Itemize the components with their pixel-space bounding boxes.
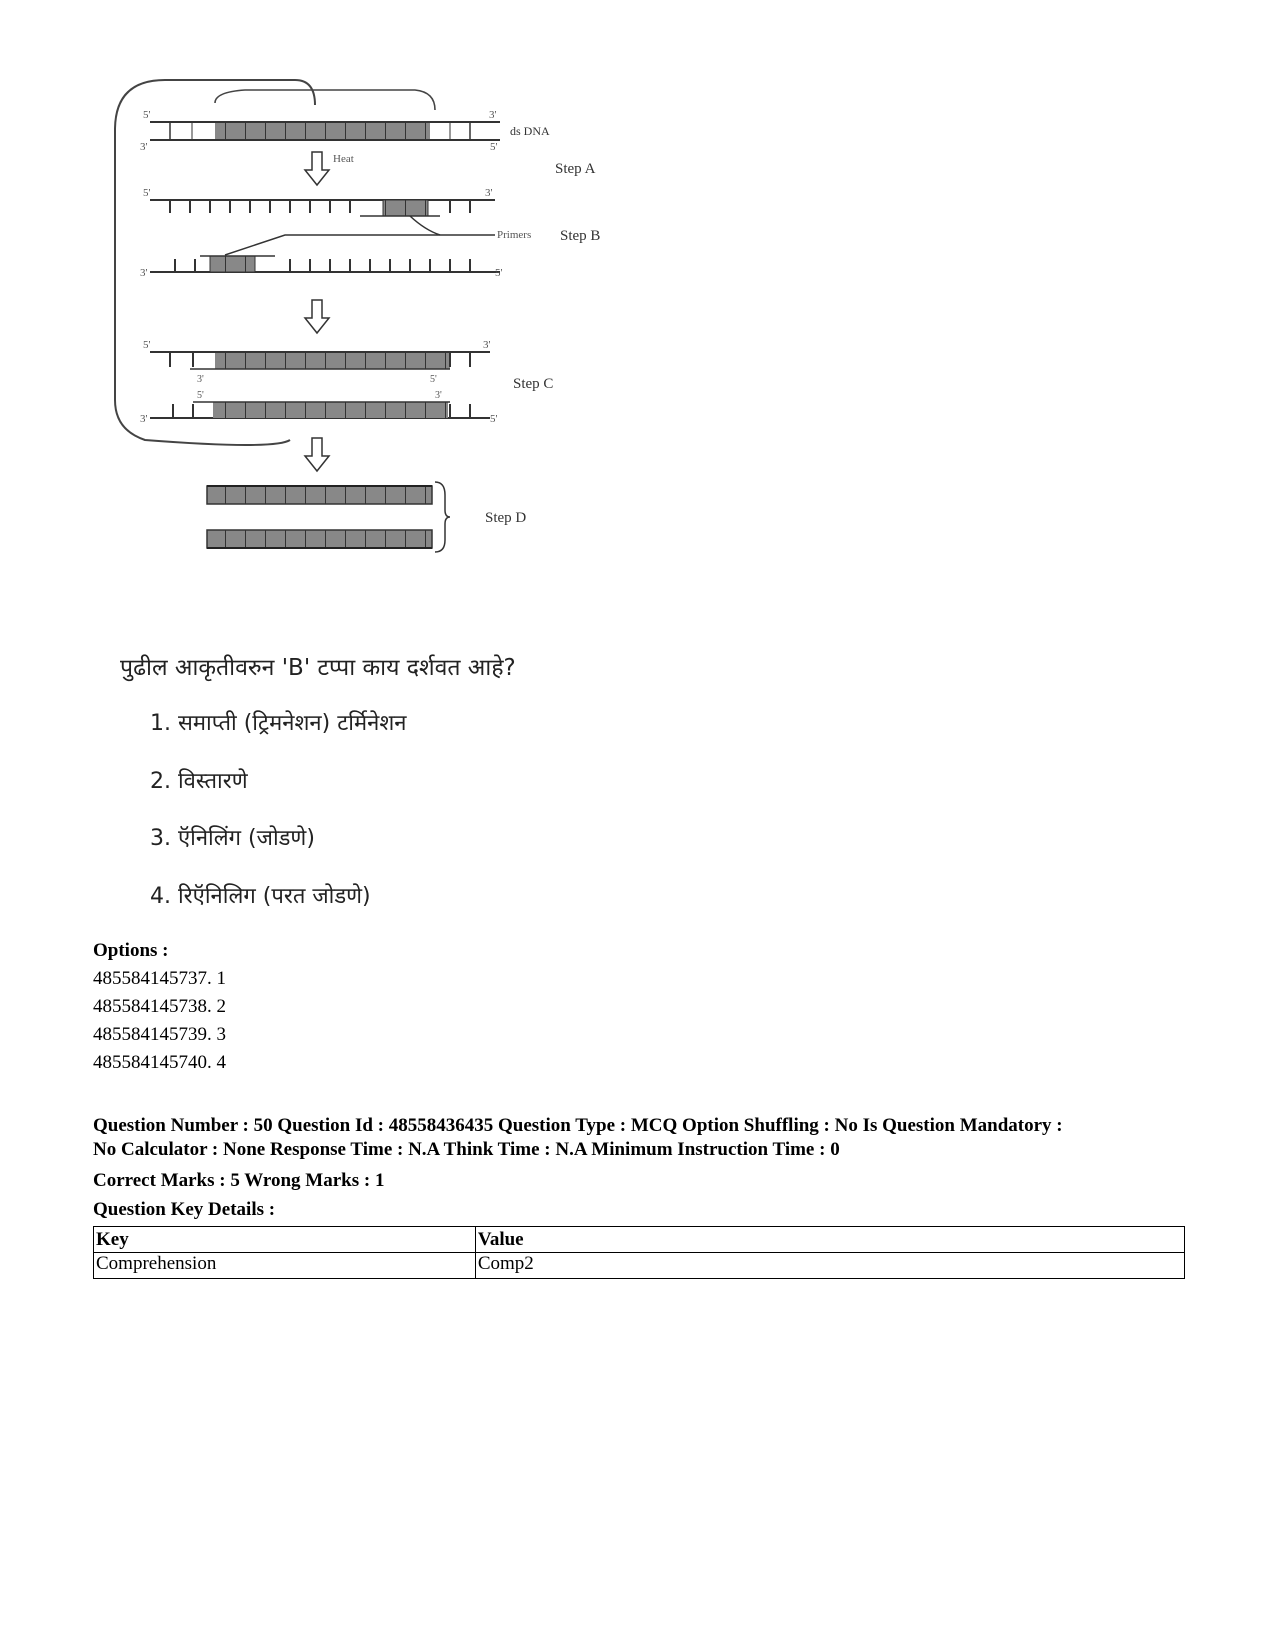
step-b-3prime-bottom: 3' <box>140 267 148 279</box>
choice-1: 1. समाप्ती (ट्रिमनेशन) टर्मिनेशन <box>150 711 407 736</box>
step-c-5prime-top: 5' <box>143 339 151 351</box>
step-a-dsdna <box>150 122 500 140</box>
step-c-inner-3prime-b: 3' <box>435 390 442 401</box>
key-table <box>93 1226 1185 1279</box>
choice-2: 2. विस्तारणे <box>150 769 248 794</box>
step-a-3prime-top: 3' <box>489 109 497 121</box>
ds-dna-label: ds DNA <box>510 124 550 138</box>
option-1: 485584145737. 1 <box>93 968 226 989</box>
question-meta <box>93 1114 1193 1162</box>
step-a-3prime-bottom: 3' <box>140 141 148 153</box>
step-c-bottom <box>150 402 490 418</box>
step-a-5prime-bottom: 5' <box>490 141 498 153</box>
value-header: Value <box>475 1227 1184 1253</box>
option-4: 485584145740. 4 <box>93 1052 226 1073</box>
step-d-label: Step D <box>485 510 527 526</box>
options-title: Options : <box>93 940 169 961</box>
step-c-inner-5prime: 5' <box>430 374 437 385</box>
primers-label: Primers <box>497 229 532 241</box>
step-b-top-strand <box>150 200 495 216</box>
step-c-inner-5prime-b: 5' <box>197 390 204 401</box>
step-b-bottom-strand <box>150 256 500 272</box>
step-c-3prime-bottom: 3' <box>140 413 148 425</box>
choice-4: 4. रिऍनिलिग (परत जोडणे) <box>150 884 371 909</box>
step-c-inner-3prime: 3' <box>197 374 204 385</box>
key-table-header <box>94 1227 1185 1253</box>
step-a-label: Step A <box>555 161 596 177</box>
key-cell: Comprehension <box>94 1253 476 1279</box>
step-c-3prime-top: 3' <box>483 339 491 351</box>
option-2: 485584145738. 2 <box>93 996 226 1017</box>
value-cell: Comp2 <box>475 1253 1184 1279</box>
choice-3: 3. ऍनिलिंग (जोडणे) <box>150 826 315 851</box>
marks-line: Correct Marks : 5 Wrong Marks : 1 <box>93 1170 385 1191</box>
step-b-label: Step B <box>560 228 601 244</box>
key-details-title: Question Key Details : <box>93 1199 276 1220</box>
pcr-diagram <box>105 70 645 590</box>
option-3: 485584145739. 3 <box>93 1024 226 1045</box>
meta-line-2: No Calculator : None Response Time : N.A Think Time : N.A Minimum Instruction Time : 0 <box>93 1139 840 1160</box>
question-text: पुढील आकृतीवरुन 'B' टप्पा काय दर्शवत आहे? <box>120 655 516 681</box>
step-b-5prime-top: 5' <box>143 187 151 199</box>
meta-line-1: Question Number : 50 Question Id : 48558436435 Question Type : MCQ Option Shuffling : No Is Question Mandatory : <box>93 1115 1063 1136</box>
table-row <box>94 1253 1185 1279</box>
step-a-5prime-top: 5' <box>143 109 151 121</box>
key-header: Key <box>94 1227 476 1253</box>
step-b-3prime-top: 3' <box>485 187 493 199</box>
step-c-5prime-bottom: 5' <box>490 413 498 425</box>
heat-label: Heat <box>333 153 354 165</box>
step-b-5prime-bottom: 5' <box>495 267 503 279</box>
step-d-products <box>207 482 450 552</box>
step-c-top <box>150 352 490 369</box>
step-c-label: Step C <box>513 376 554 392</box>
